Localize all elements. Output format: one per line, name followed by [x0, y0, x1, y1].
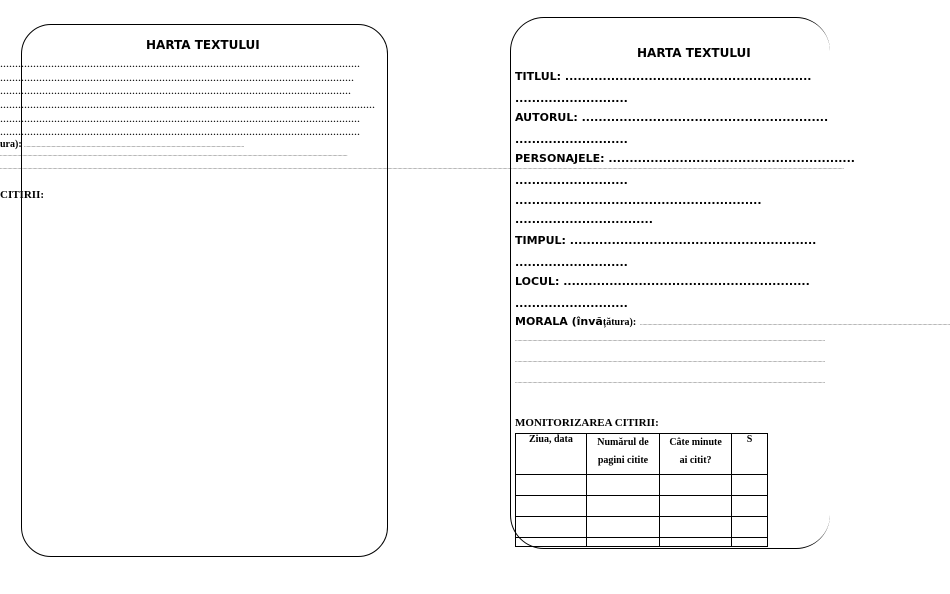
personajele-label: PERSONAJELE:: [515, 152, 605, 165]
left-dot-line-6: ........................................................................................................................: [0, 124, 360, 138]
table-row: [516, 517, 768, 538]
left-morala-dots: ................................................................................................................................................................................: [24, 144, 245, 149]
left-page-title: HARTA TEXTULUI: [146, 38, 260, 52]
autorul-dots: ...........................................................: [581, 111, 829, 124]
morala-dots-3: ........................................................................................................................................................................................................................................................: [515, 359, 825, 364]
timpul-row: [515, 234, 816, 247]
table-header-row: [516, 434, 768, 475]
table-header-cell: [516, 434, 587, 475]
header-line-2: ai citit?: [679, 455, 712, 466]
left-dot-line-3: .....................................................................................................................: [0, 83, 351, 97]
left-morala-fragment: [0, 139, 244, 150]
table-header-cell: [732, 434, 768, 475]
left-dot-line-2: ......................................................................................................................: [0, 70, 354, 84]
titlul-dots: ...........................................................: [564, 70, 812, 83]
table-row: [516, 496, 768, 517]
left-morala-label: ura):: [0, 139, 22, 150]
personajele-dots-3: ...........................................................: [515, 194, 762, 207]
morala-label: MORALA (învă: [515, 315, 603, 328]
timpul-dots: ...........................................................: [569, 234, 817, 247]
right-page-title: HARTA TEXTULUI: [637, 46, 751, 60]
personajele-row: [515, 152, 855, 165]
header-line-1: Câte minute: [669, 437, 722, 448]
header-line-1: S: [746, 434, 753, 445]
personajele-dots: ...........................................................: [608, 152, 855, 165]
table-header-cell: [586, 434, 659, 475]
locul-dots-2: ...........................: [515, 297, 628, 310]
header-line-1: Ziua, data: [528, 434, 573, 445]
monitor-title: MONITORIZAREA CITIRII:: [515, 417, 659, 429]
autorul-row: [515, 111, 828, 124]
timpul-label: TIMPUL:: [515, 234, 566, 247]
locul-label: LOCUL:: [515, 275, 560, 288]
left-dot-line-4: .............................................................................................................................: [0, 97, 375, 111]
morala-dots-2: ........................................................................................................................................................................................................................................................: [515, 338, 825, 343]
timpul-dots-2: ...........................: [515, 256, 628, 269]
left-dot-line-1: ........................................................................................................................: [0, 56, 360, 70]
titlul-label: TITLUL:: [515, 70, 562, 83]
left-small-dots: ......................................................................................................................................................................................................................................................................................: [0, 153, 348, 158]
table-header-cell: [660, 434, 732, 475]
left-monitor-fragment: CITIRII:: [0, 189, 45, 201]
autorul-label: AUTORUL:: [515, 111, 578, 124]
morala-dots: ........................................................................................................................................................................................................................................................: [640, 322, 950, 327]
monitor-table: [515, 433, 768, 547]
left-dot-line-5: ........................................................................................................................: [0, 111, 360, 125]
locul-dots: ...........................................................: [563, 275, 810, 288]
titlul-dots-2: ...........................: [515, 92, 628, 105]
table-row: [516, 475, 768, 496]
autorul-dots-2: ...........................: [515, 133, 628, 146]
header-line-1: Numărul de: [597, 437, 649, 448]
titlul-row: [515, 70, 811, 83]
morala-suffix: țătura):: [602, 317, 637, 328]
morala-row: [515, 315, 950, 328]
locul-row: [515, 275, 810, 288]
personajele-dots-4: .................................: [515, 213, 653, 226]
personajele-dots-2: ...........................: [515, 174, 628, 187]
divider-dotted-line: ...................................................................................................................................................................................................................................................................................................................................................................................................................................................................................................................................................................................................................................................................................................: [0, 166, 844, 171]
morala-dots-4: ........................................................................................................................................................................................................................................................: [515, 380, 825, 385]
table-row: [516, 538, 768, 547]
header-line-2: pagini citite: [597, 455, 649, 466]
